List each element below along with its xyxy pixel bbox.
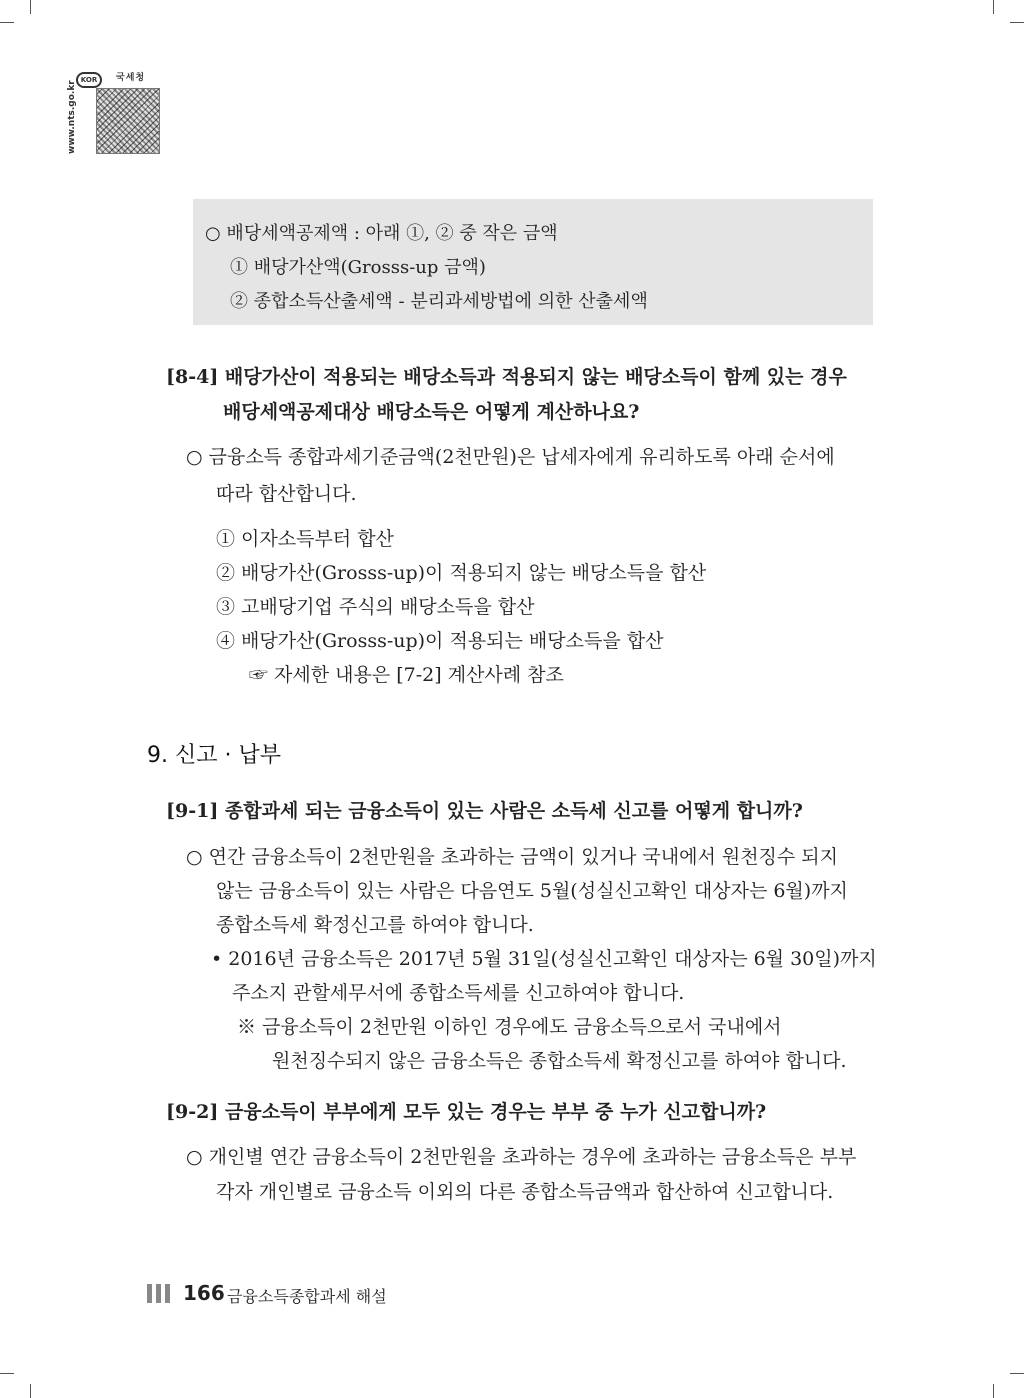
step-item: ② 배당가산(Grosss-up)이 적용되지 않는 배당소득을 합산: [216, 562, 707, 584]
page-number: 166: [183, 1281, 225, 1305]
question-8-4-title-2: 배당세액공제대상 배당소득은 어떻게 계산하나요?: [223, 401, 640, 423]
answer-9-2-line-1: ○ 개인별 연간 금융소득이 2천만원을 초과하는 경우에 초과하는 금융소득은 부부: [186, 1146, 857, 1168]
box-line-2: ① 배당가산액(Grosss-up 금액): [230, 257, 486, 278]
section-title: 9. 신고 · 납부: [147, 743, 281, 768]
crop-mark: [1010, 1373, 1024, 1374]
answer-9-2-line-2: 각자 개인별로 금융소득 이외의 다른 종합소득금액과 합산하여 신고합니다.: [216, 1181, 834, 1203]
book-title: 금융소득종합과세 해설: [227, 1287, 387, 1306]
answer-9-1-line-2: 않는 금융소득이 있는 사람은 다음연도 5월(성실신고확인 대상자는 6월)까지: [216, 880, 848, 902]
summary-box: [193, 199, 873, 325]
crop-mark: [30, 1384, 31, 1398]
crop-mark: [993, 1384, 994, 1398]
answer-9-1-line-1: ○ 연간 금융소득이 2천만원을 초과하는 금액이 있거나 국내에서 원천징수 되지: [186, 846, 838, 868]
question-9-1-title: [9-1] 종합과세 되는 금융소득이 있는 사람은 소득세 신고를 어떻게 합니까?: [166, 800, 803, 822]
footer-bars-icon: [147, 1284, 174, 1307]
crop-mark: [0, 22, 14, 23]
box-line-3: ② 종합소득산출세액 - 분리과세방법에 의한 산출세액: [230, 291, 648, 312]
step-item: ① 이자소득부터 합산: [216, 528, 394, 550]
step-item: ③ 고배당기업 주식의 배당소득을 합산: [216, 596, 535, 618]
kor-logo: KOR: [76, 72, 102, 88]
org-name: 국세청: [116, 73, 146, 83]
crop-mark: [30, 0, 31, 14]
crop-mark: [0, 1373, 14, 1374]
question-8-4-title-1: [8-4] 배당가산이 적용되는 배당소득과 적용되지 않는 배당소득이 함께 있는 경우: [166, 366, 847, 388]
reference-note: ☞ 자세한 내용은 [7-2] 계산사례 참조: [249, 664, 564, 686]
step-item: ④ 배당가산(Grosss-up)이 적용되는 배당소득을 합산: [216, 630, 664, 652]
crop-mark: [993, 0, 994, 14]
site-url: www.nts.go.kr: [67, 80, 77, 154]
bullet-9-1-line-1: • 2016년 금융소득은 2017년 5월 31일(성실신고확인 대상자는 6월 30일)까지: [211, 948, 877, 970]
qr-code-icon: [96, 88, 160, 154]
answer-8-4-line-1: ○ 금융소득 종합과세기준금액(2천만원)은 납세자에게 유리하도록 아래 순서에: [186, 446, 835, 468]
crop-mark: [1010, 22, 1024, 23]
answer-9-1-line-3: 종합소득세 확정신고를 하여야 합니다.: [216, 914, 534, 936]
remark-9-1-line-2: 원천징수되지 않은 금융소득은 종합소득세 확정신고를 하여야 합니다.: [272, 1050, 847, 1072]
bullet-9-1-line-2: 주소지 관할세무서에 종합소득세를 신고하여야 합니다.: [232, 982, 685, 1004]
box-line-1: ○ 배당세액공제액 : 아래 ①, ② 중 작은 금액: [205, 223, 558, 244]
answer-8-4-line-2: 따라 합산합니다.: [216, 483, 357, 505]
remark-9-1-line-1: ※ 금융소득이 2천만원 이하인 경우에도 금융소득으로서 국내에서: [237, 1016, 782, 1038]
question-9-2-title: [9-2] 금융소득이 부부에게 모두 있는 경우는 부부 중 누가 신고합니까?: [166, 1101, 767, 1123]
